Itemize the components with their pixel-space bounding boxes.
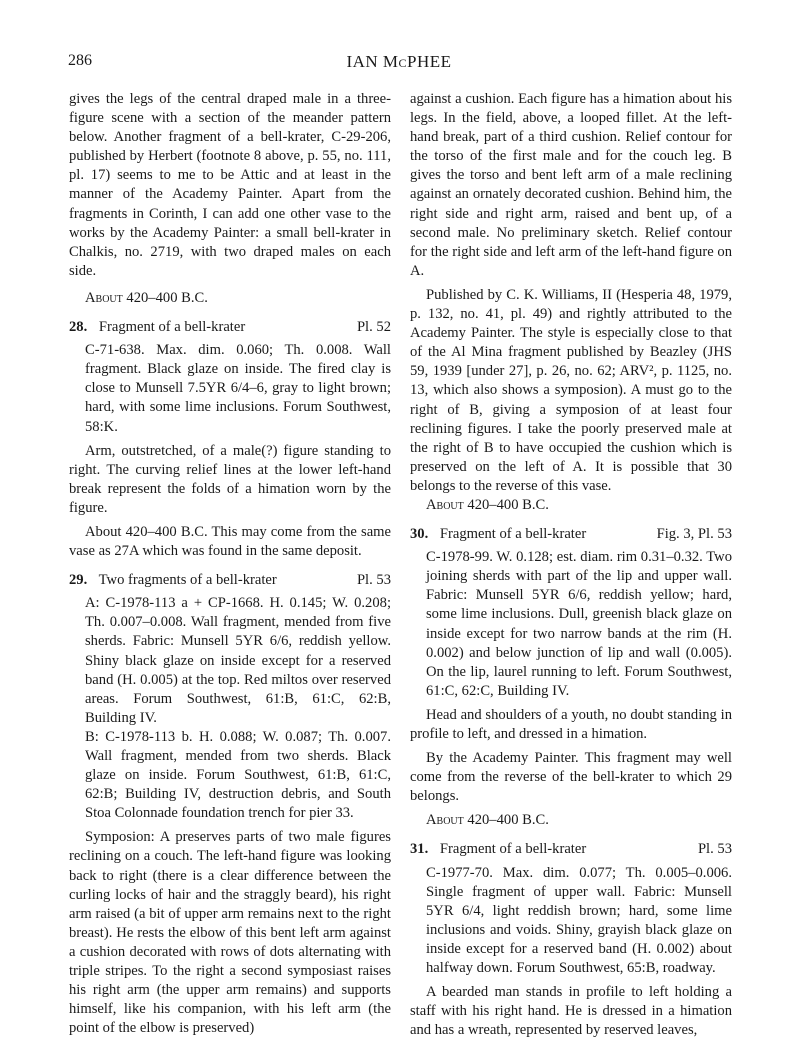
date-line: About 420–400 B.C. — [426, 496, 549, 513]
entry-date-note: About 420–400 B.C. This may come from the same vase as 27A which was found in the same deposit. — [69, 523, 391, 560]
catalog-entry-30-heading — [410, 525, 732, 544]
catalog-description-b: B: C-1978-113 b. H. 0.088; W. 0.087; Th. 0.007. Wall fragment, mended from two sherds. Black glaze on inside. Forum Southwest, 61:B, 61:C, 62:B; Building IV, destruction debris, and South Stoa Colonnade foundation trench for pier 33. — [85, 728, 391, 822]
plate-reference: Fig. 3, Pl. 53 — [656, 526, 732, 543]
left-column — [69, 90, 391, 1038]
entry-number: 30. — [410, 526, 429, 543]
plate-reference: Pl. 53 — [697, 841, 732, 858]
publication-note: Published by C. K. Williams, II (Hesperia 48, 1979, p. 132, no. 41, pl. 49) and rightly attributed to the Academy Painter. The style is especially close to that of the Al Mina fragment published by Beazley (JHS 59, 1939 [under 27], p. 26, no. 62; ARV², p. 1125, no. 13, which also shows a symposion). A must go to the right of B, giving a symposion of at least four reclining figures. I take the poorly preserved male at the right of B to have occupied the cushion which is preserved on the left of A. It is possible that 30 belongs to the reverse of this vase. — [410, 286, 732, 494]
paragraph-continuation: against a cushion. Each figure has a himation about his legs. In the field, above, a looped fillet. At the left-hand break, part of a third cushion. Relief contour for the torso of the first male and for the couch leg. B gives the torso and bent left arm of a male reclining against an ornately decorated cushion. Behind him, the right side and right arm, raised and bent up, of a second male. No preliminary sketch. Relief contour for the right side and left arm of the left-hand figure on A. — [410, 91, 732, 279]
entry-title: Fragment of a bell-krater — [439, 526, 587, 543]
catalog-entry-31-heading — [410, 840, 732, 859]
entry-title: Fragment of a bell-krater — [98, 319, 246, 336]
date-line: About 420–400 B.C. — [426, 812, 549, 829]
running-head — [68, 52, 730, 76]
plate-reference: Pl. 53 — [356, 572, 391, 589]
plate-reference: Pl. 52 — [356, 319, 391, 336]
date-line: About 420–400 B.C. — [85, 289, 208, 306]
entry-commentary: Head and shoulders of a youth, no doubt standing in profile to left, and dressed in a himation. — [410, 706, 732, 742]
right-column — [410, 90, 732, 1040]
attribution-note: By the Academy Painter. This fragment may well come from the reverse of the bell-krater to which 29 belongs. — [410, 750, 732, 805]
entry-commentary: A bearded man stands in profile to left holding a staff with his right hand. He is dressed in a himation and has a wreath, represented by reserved leaves, — [410, 984, 732, 1039]
catalog-description: C-1978-99. W. 0.128; est. diam. rim 0.31–0.32. Two joining sherds with part of the lip and upper wall. Fabric: Munsell 5YR 6/6, reddish yellow; hard, some lime inclusions. Dull, greenish black glaze on inside except for two narrow bands at the rim (H. 0.002) and below junction of lip and wall (0.005). On the lip, laurel running to left. Forum Southwest, 61:C, 62:C, Building IV. — [426, 549, 732, 699]
entry-commentary: Arm, outstretched, of a male(?) figure standing to right. The curving relief lines at the lower left-hand break represent the folds of a himation worn by the figure. — [69, 442, 391, 516]
catalog-entry-28-heading — [69, 318, 391, 337]
author-heading: IAN McPHEE — [346, 52, 452, 71]
catalog-entry-29-heading — [69, 571, 391, 590]
catalog-description: C-71-638. Max. dim. 0.060; Th. 0.008. Wall fragment. Black glaze on inside. The fired clay is close to Munsell 7.5YR 6/4–6, gray to light brown; hard, with some lime inclusions. Forum Southwest, 58:K. — [85, 342, 391, 435]
entry-number: 28. — [69, 319, 88, 336]
entry-title: Two fragments of a bell-krater — [98, 572, 277, 589]
paragraph-continuation: gives the legs of the central draped male in a three-figure scene with a section of the meander pattern below. Another fragment of a bell-krater, C-29-206, published by Herbert (footnote 8 above, p. 55, no. 111, pl. 17) seems to me to be Attic and at least in the manner of the Academy Painter. Apart from the fragments in Corinth, I can add one other vase to the works by the Academy Painter: a small bell-krater in Chalkis, no. 2719, with two draped males on each side. — [69, 91, 391, 279]
entry-number: 29. — [69, 572, 88, 589]
entry-number: 31. — [410, 841, 429, 858]
page-number: 286 — [68, 52, 92, 69]
entry-title: Fragment of a bell-krater — [439, 841, 587, 858]
catalog-description-a: A: C-1978-113 a + CP-1668. H. 0.145; W. 0.208; Th. 0.007–0.008. Wall fragment, mended from five sherds. Fabric: Munsell 5YR 6/6, reddish yellow. Shiny black glaze on inside except for a reserved band (H. 0.005) at the top. Red miltos over reserved areas. Forum Southwest, 61:B, 61:C, 62:B, Building IV. — [85, 595, 391, 726]
catalog-description: C-1977-70. Max. dim. 0.077; Th. 0.005–0.006. Single fragment of upper wall. Fabric: Munsell 5YR 6/4, light reddish brown; hard, some lime inclusions and voids. Shiny, grayish black glaze on inside except for a reserved band (H. 0.002) about halfway down. Forum Southwest, 65:B, roadway. — [426, 864, 732, 977]
entry-commentary: Symposion: A preserves parts of two male figures reclining on a couch. The left-hand figure was looking back to right (there is a clear difference between the curling locks of hair and the straggly beard), his right arm raised (a bit of upper arm remains next to the right breast). He rests the elbow of this bent left arm against a cushion decorated with rows of dots alternating with triple stripes. To the right a second symposiast raises his right arm (the upper arm remains) and supports himself, like his companion, with his left arm (the point of the elbow is preserved) — [69, 829, 391, 1037]
